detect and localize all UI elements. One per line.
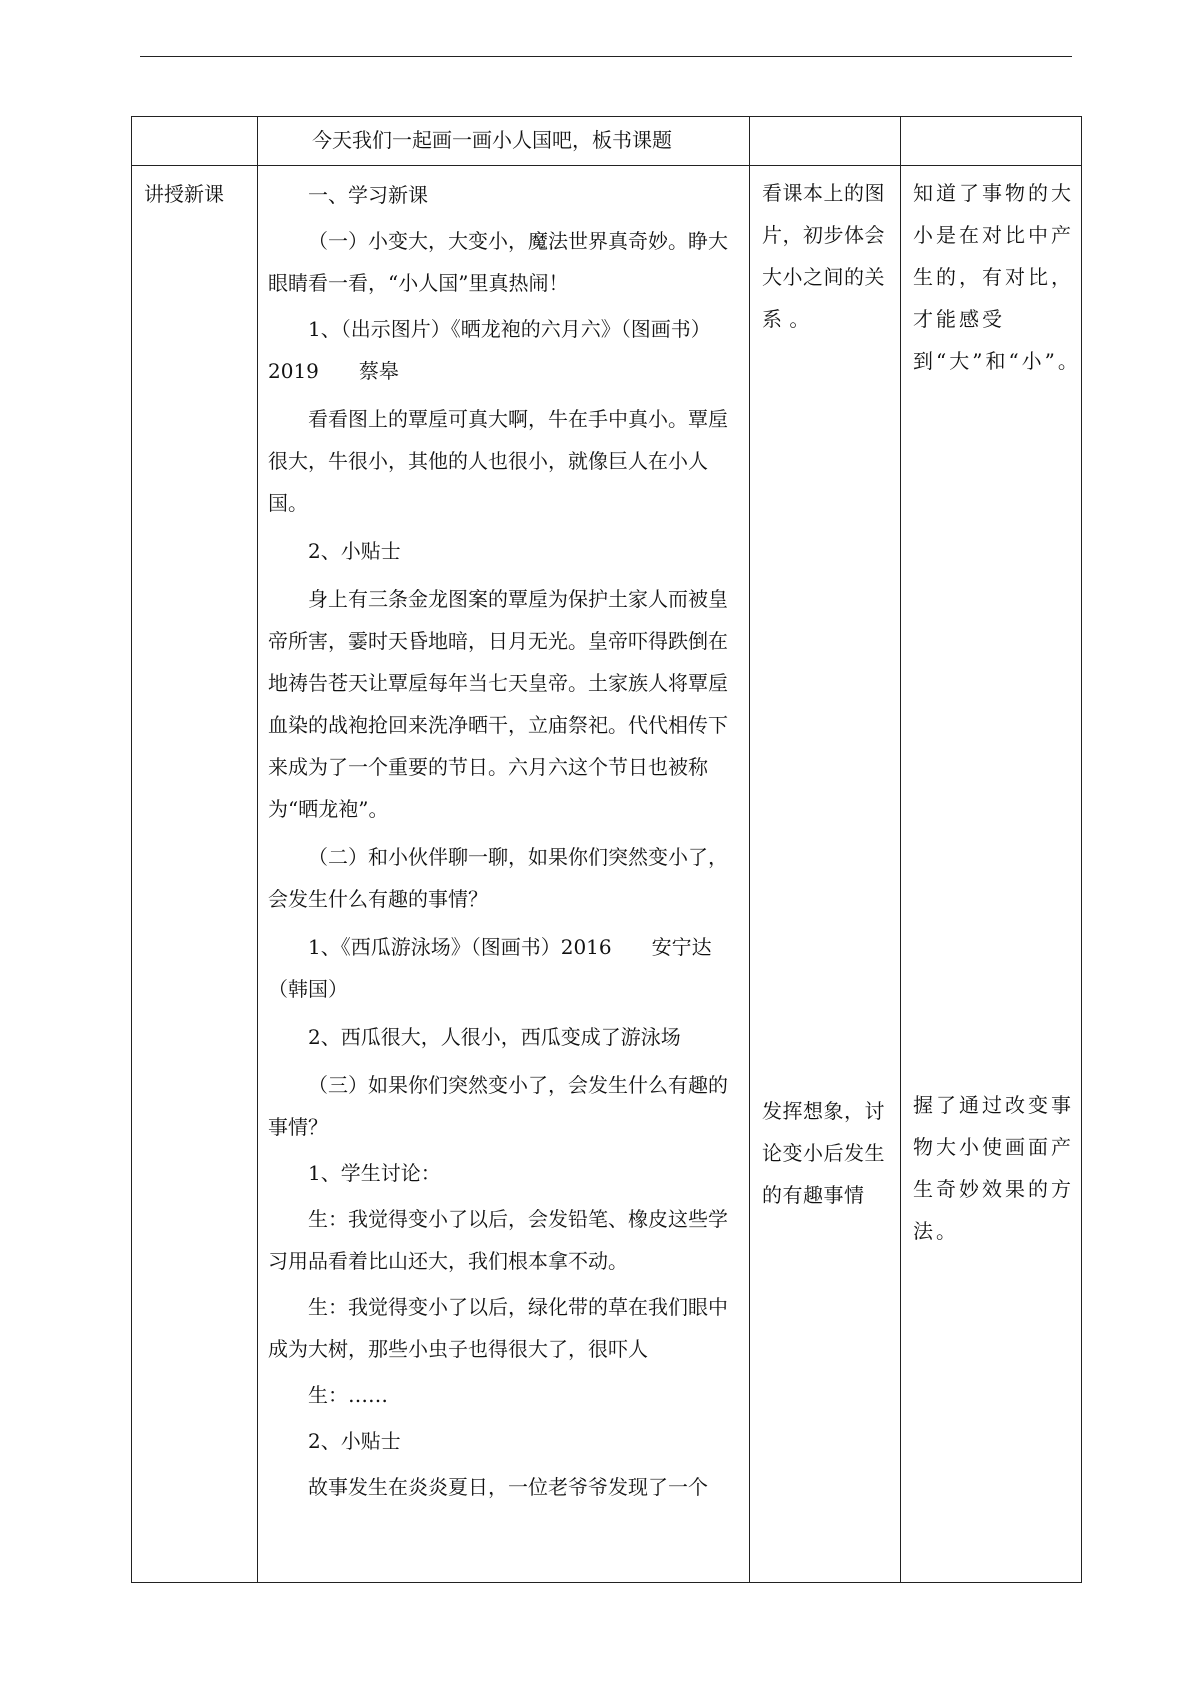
student-activity-2: 发挥想象，讨论变小后发生的有趣事情 (762, 1099, 885, 1207)
teaching-content (258, 166, 749, 1508)
design-intent-2: 握了通过改变事物大小使画面产生奇妙效果的方法。 (913, 1093, 1074, 1243)
table-row-intro (132, 117, 1082, 166)
section-label: 讲授新课 (144, 182, 224, 206)
paragraph-picture-two: 1、《西瓜游泳场》（图画书）2016 安宁达（韩国） (268, 935, 712, 1001)
paragraph-student-two: 生：我觉得变小了以后，绿化带的草在我们眼中成为大树，那些小虫子也得很大了，很吓人 (268, 1295, 728, 1361)
intro-text: 今天我们一起画一画小人国吧，板书课题 (312, 128, 672, 152)
design-intent-cell (901, 166, 1082, 1583)
paragraph-tips-two: 2、小贴士 (308, 1429, 401, 1453)
intro-cell-intent (901, 117, 1082, 166)
heading-learn-new: 一、学习新课 (308, 183, 428, 207)
paragraph-student-one: 生：我觉得变小了以后，会发铅笔、橡皮这些学习用品看着比山还大，我们根本拿不动。 (268, 1207, 728, 1273)
section-label-cell (132, 166, 258, 1583)
paragraph-student-more: 生：…… (308, 1383, 388, 1407)
design-intent-1: 知道了事物的大小是在对比中产生的，有对比，才能感受到“大”和“小”。 (913, 181, 1081, 373)
table-row-new-lesson (132, 166, 1082, 1583)
paragraph-part-two: （二）和小伙伴聊一聊，如果你们突然变小了，会发生什么有趣的事情？ (268, 845, 728, 911)
intro-cell-content (258, 117, 750, 166)
header-rule (140, 56, 1072, 57)
intro-cell-student (750, 117, 901, 166)
paragraph-observe: 看看图上的覃垕可真大啊，牛在手中真小。覃垕很大，牛很小，其他的人也很小，就像巨人在小人国。 (268, 407, 728, 515)
student-activity-1: 看课本上的图片，初步体会大小之间的关系 。 (762, 181, 885, 331)
teaching-content-cell (258, 166, 750, 1583)
intro-cell-label (132, 117, 258, 166)
paragraph-discussion: 1、学生讨论： (308, 1161, 441, 1185)
paragraph-part-three: （三）如果你们突然变小了，会发生什么有趣的事情？ (268, 1073, 728, 1139)
paragraph-picture-one: 1、（出示图片）《晒龙袍的六月六》（图画书）2019 蔡皋 (268, 317, 711, 383)
paragraph-tips-one: 2、小贴士 (308, 539, 401, 563)
paragraph-watermelon: 2、西瓜很大，人很小，西瓜变成了游泳场 (308, 1025, 681, 1049)
lesson-plan-table (131, 116, 1082, 1583)
paragraph-part-one: （一）小变大，大变小，魔法世界真奇妙。睁大眼睛看一看，“小人国”里真热闹！ (268, 229, 728, 295)
paragraph-story-two: 故事发生在炎炎夏日，一位老爷爷发现了一个 (308, 1475, 708, 1499)
paragraph-story: 身上有三条金龙图案的覃垕为保护土家人而被皇帝所害，霎时天昏地暗，日月无光。皇帝吓得跌倒在地祷告苍天让覃垕每年当七天皇帝。土家族人将覃垕血染的战袍抢回来洗净晒干，立庙祭祀。代代相传下来成为了一个重要的节日。六月六这个节日也被称为“晒龙袍”。 (268, 587, 728, 821)
student-activity-cell (750, 166, 901, 1583)
